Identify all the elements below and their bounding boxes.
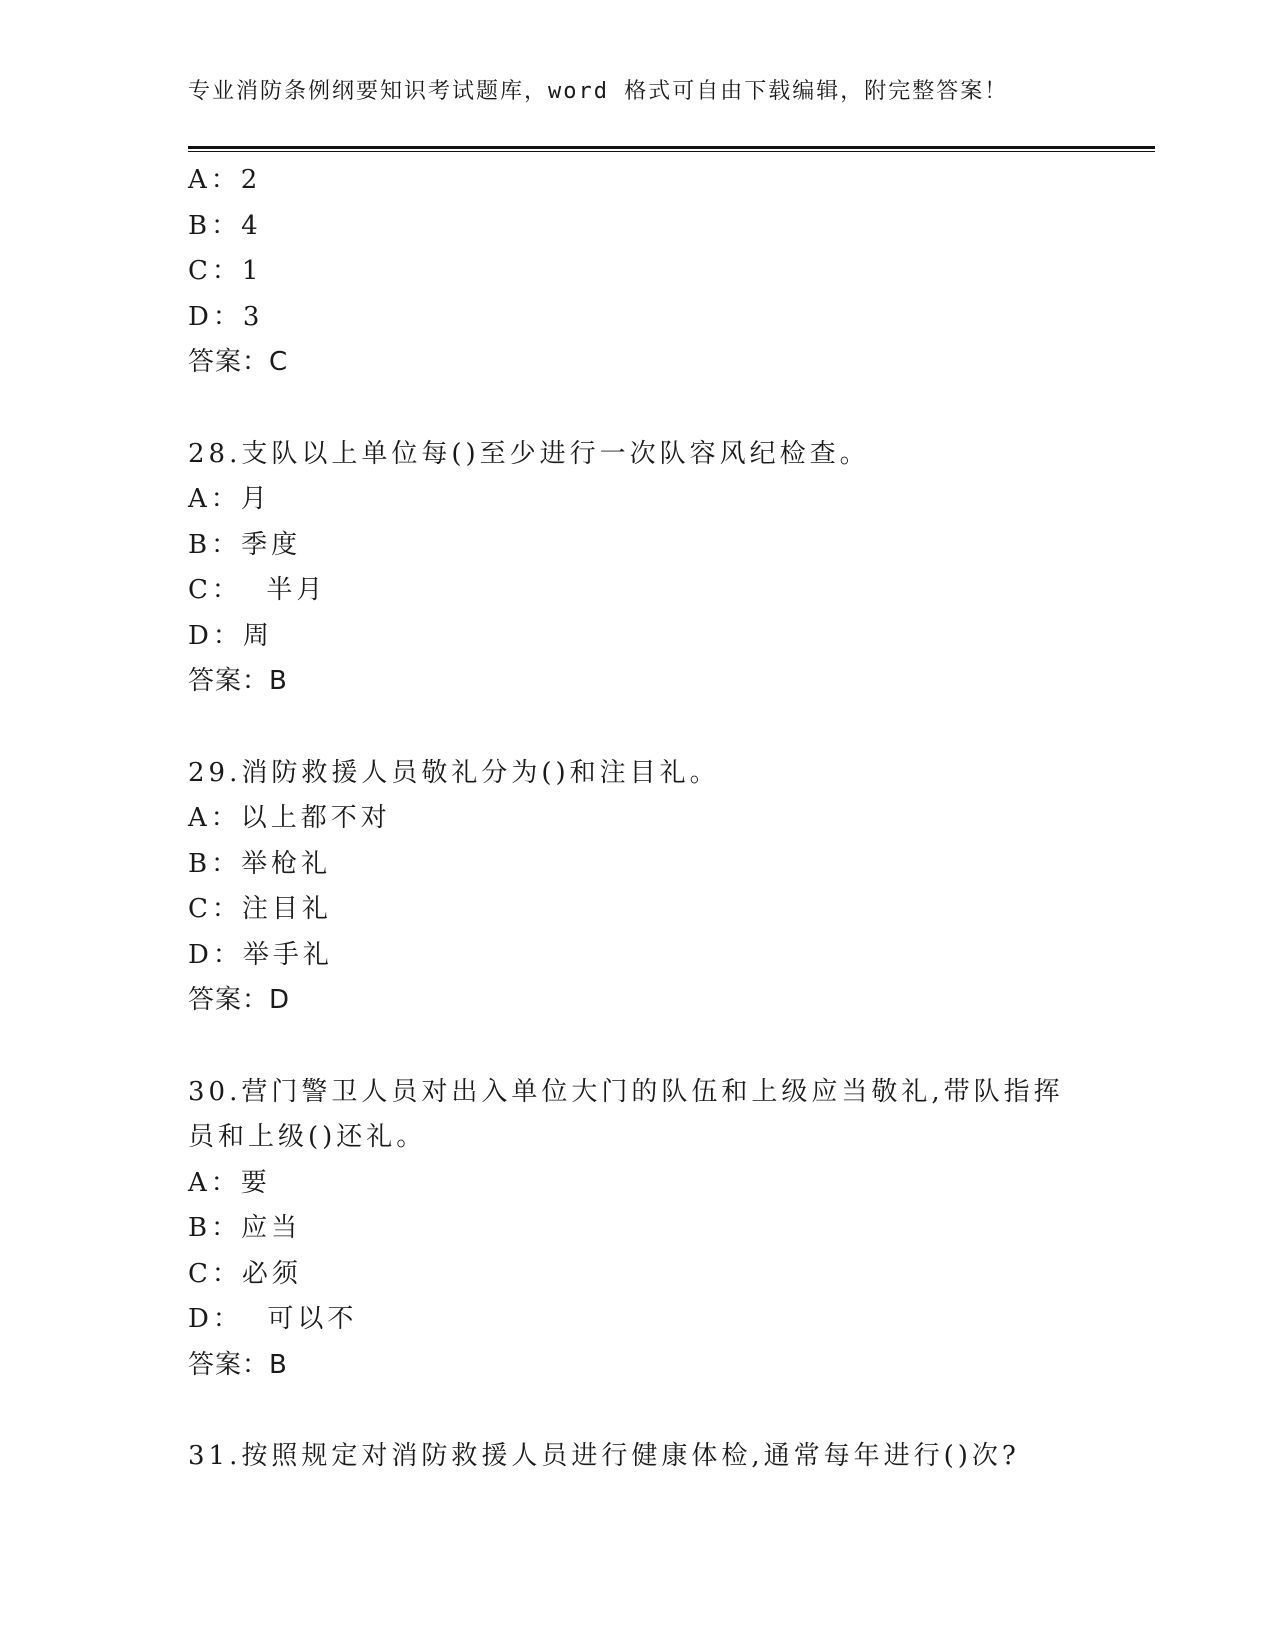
option-a: A：以上都不对: [188, 803, 391, 833]
question-text: 29.消防救援人员敬礼分为()和注目礼。: [188, 757, 720, 788]
question-text: 28.支队以上单位每()至少进行一次队容风纪检查。: [188, 438, 870, 469]
option-a: A：2: [188, 165, 262, 195]
option-b: B：应当: [188, 1213, 302, 1243]
option-d: D： 可以不: [188, 1304, 358, 1334]
option-c: C：注目礼: [188, 894, 332, 924]
spacer: [188, 1024, 1088, 1070]
question-text: 31.按照规定对消防救援人员进行健康体检,通常每年进行()次?: [188, 1441, 1020, 1471]
answer-line: 答案：D: [188, 985, 291, 1015]
question-list: [188, 158, 1088, 1480]
answer-line: 答案：B: [188, 1349, 288, 1380]
answer-line: 答案：B: [188, 666, 288, 696]
option-d: D：3: [188, 301, 264, 332]
option-d: D：举手礼: [188, 939, 333, 970]
option-d: D：周: [188, 620, 273, 651]
option-c: C：1: [188, 256, 263, 286]
page-header: 专业消防条例纲要知识考试题库，word 格式可自由下载编辑，附完整答案！: [188, 79, 1009, 104]
header-rule-thin: [188, 151, 1155, 152]
option-c: C：必须: [188, 1258, 302, 1289]
option-a: A：要: [188, 1167, 271, 1198]
question-29: [188, 751, 1088, 1024]
spacer: [188, 1388, 1088, 1434]
question-30: [188, 1070, 1088, 1389]
question-text: 30.营门警卫人员对出入单位大门的队伍和上级应当敬礼,带队指挥员和上级()还礼。: [188, 1076, 1064, 1152]
spacer: [188, 386, 1088, 432]
question-28: [188, 432, 1088, 705]
header-rule-thick: [188, 146, 1155, 149]
question-27-continuation: [188, 158, 1088, 386]
question-31: [188, 1434, 1088, 1480]
spacer: [188, 705, 1088, 751]
option-c: C： 半月: [188, 575, 327, 605]
answer-line: 答案：C: [188, 347, 289, 377]
option-b: B：举枪礼: [188, 848, 332, 879]
option-a: A：月: [188, 484, 271, 514]
option-b: B：4: [188, 210, 262, 241]
option-b: B：季度: [188, 529, 302, 560]
